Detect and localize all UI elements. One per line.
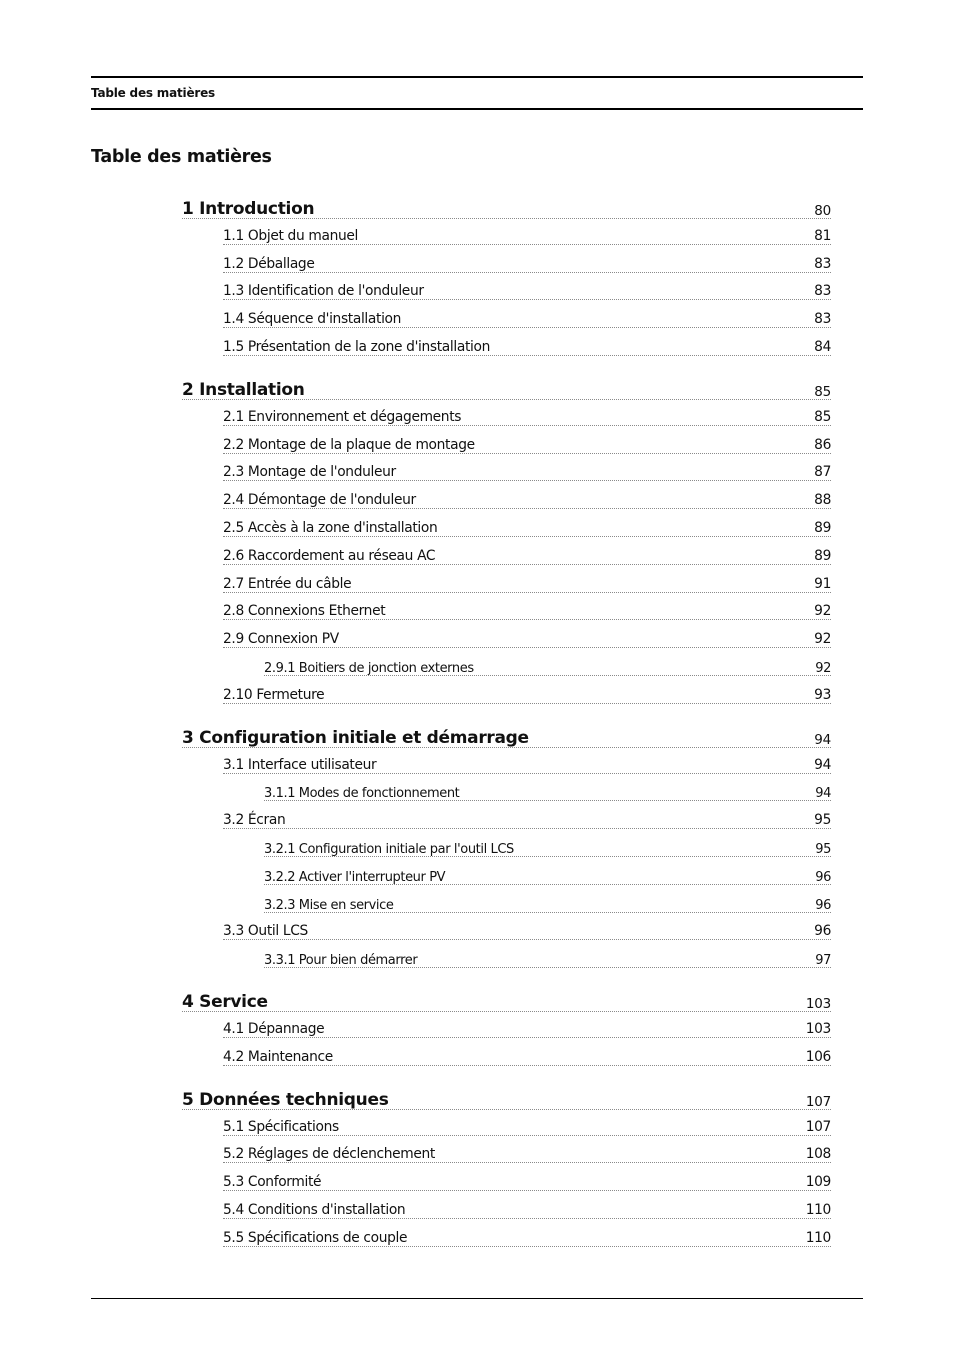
toc-section[interactable]: [223, 546, 831, 565]
toc-entry-title: 3.2.3 Mise en service: [264, 898, 394, 913]
toc-entry-title: 1.5 Présentation de la zone d'installation: [223, 339, 490, 356]
toc-entry-page: 109: [805, 1174, 831, 1191]
toc-entry-title: 5 Données techniques: [182, 1090, 389, 1110]
toc-entry-title: 2.6 Raccordement au réseau AC: [223, 548, 436, 565]
toc-entry-title: 2.5 Accès à la zone d'installation: [223, 520, 438, 537]
toc-section[interactable]: [223, 462, 831, 481]
toc-entry-page: 94: [814, 757, 831, 774]
toc-entry-title: 1 Introduction: [182, 199, 315, 219]
toc-entry-page: 92: [814, 603, 831, 620]
toc-entry-title: 1.1 Objet du manuel: [223, 228, 359, 245]
toc-entry-page: 92: [815, 661, 831, 676]
toc-entry-title: 3.3.1 Pour bien démarrer: [264, 953, 418, 968]
toc-section[interactable]: [223, 1144, 831, 1163]
toc-entry-page: 88: [814, 492, 831, 509]
toc-entry-page: 107: [805, 1119, 831, 1136]
toc-entry-page: 97: [815, 953, 831, 968]
toc-section[interactable]: [223, 810, 831, 829]
toc-section[interactable]: [223, 921, 831, 940]
toc-section[interactable]: [223, 1019, 831, 1038]
toc-section[interactable]: [223, 518, 831, 537]
toc-entry-page: 110: [805, 1202, 831, 1219]
toc-section[interactable]: [223, 254, 831, 273]
toc-section[interactable]: [223, 755, 831, 774]
toc-entry-page: 95: [815, 842, 831, 857]
toc-entry-title: 3.1 Interface utilisateur: [223, 757, 377, 774]
toc-section[interactable]: [223, 435, 831, 454]
toc-entry-page: 81: [814, 228, 831, 245]
toc-entry-page: 92: [814, 631, 831, 648]
toc-subsection[interactable]: [264, 894, 831, 913]
toc-entry-page: 94: [815, 786, 831, 801]
toc-subsection[interactable]: [264, 782, 831, 801]
toc-entry-title: 2.4 Démontage de l'onduleur: [223, 492, 416, 509]
toc-entry-title: 2.9 Connexion PV: [223, 631, 339, 648]
toc-entry-page: 80: [814, 202, 831, 219]
toc-entry-page: 103: [805, 995, 831, 1012]
toc-chapter[interactable]: [182, 727, 831, 748]
toc-section[interactable]: [223, 1172, 831, 1191]
toc-entry-page: 96: [815, 870, 831, 885]
toc-entry-title: 2.2 Montage de la plaque de montage: [223, 437, 475, 454]
toc-entry-title: 5.1 Spécifications: [223, 1119, 339, 1136]
footer-rule: [91, 1298, 863, 1299]
toc-entry-page: 89: [814, 520, 831, 537]
toc-entry-title: 3.2.1 Configuration initiale par l'outil LCS: [264, 842, 514, 857]
toc-section[interactable]: [223, 1117, 831, 1136]
toc-entry-page: 85: [814, 409, 831, 426]
toc-entry-page: 85: [814, 383, 831, 400]
toc-entry-title: 3 Configuration initiale et démarrage: [182, 728, 529, 748]
toc-section[interactable]: [223, 601, 831, 620]
toc-entry-title: 4 Service: [182, 992, 268, 1012]
toc-entry-page: 83: [814, 311, 831, 328]
toc-section[interactable]: [223, 490, 831, 509]
toc-subsection[interactable]: [264, 949, 831, 968]
toc-subsection[interactable]: [264, 838, 831, 857]
toc-subsection[interactable]: [264, 866, 831, 885]
toc-entry-title: 2.10 Fermeture: [223, 687, 325, 704]
toc-entry-title: 4.2 Maintenance: [223, 1049, 333, 1066]
toc-entry-page: 108: [805, 1146, 831, 1163]
toc-entry-page: 86: [814, 437, 831, 454]
toc-entry-title: 2 Installation: [182, 380, 305, 400]
toc-entry-title: 2.7 Entrée du câble: [223, 576, 352, 593]
toc-entry-page: 91: [814, 576, 831, 593]
toc-entry-page: 87: [814, 464, 831, 481]
toc-entry-page: 83: [814, 283, 831, 300]
toc-entry-title: 5.4 Conditions d'installation: [223, 1202, 406, 1219]
toc-entry-page: 96: [814, 923, 831, 940]
toc-entry-page: 95: [814, 812, 831, 829]
running-header-text: Table des matières: [91, 86, 215, 100]
toc-chapter[interactable]: [182, 198, 831, 219]
toc-entry-page: 89: [814, 548, 831, 565]
toc-section[interactable]: [223, 226, 831, 245]
toc-section[interactable]: [223, 1228, 831, 1247]
toc-section[interactable]: [223, 1047, 831, 1066]
toc-entry-title: 5.2 Réglages de déclenchement: [223, 1146, 435, 1163]
toc-section[interactable]: [223, 1200, 831, 1219]
toc-entry-title: 2.3 Montage de l'onduleur: [223, 464, 396, 481]
toc-section[interactable]: [223, 281, 831, 300]
toc-entry-title: 2.1 Environnement et dégagements: [223, 409, 462, 426]
toc-entry-title: 2.9.1 Boitiers de jonction externes: [264, 661, 474, 676]
toc-entry-page: 84: [814, 339, 831, 356]
toc-entry-title: 5.5 Spécifications de couple: [223, 1230, 408, 1247]
toc-section[interactable]: [223, 309, 831, 328]
toc-chapter[interactable]: [182, 379, 831, 400]
toc-chapter[interactable]: [182, 991, 831, 1012]
toc-section[interactable]: [223, 685, 831, 704]
toc-entry-page: 107: [805, 1093, 831, 1110]
toc-entry-page: 83: [814, 256, 831, 273]
toc-entry-title: 5.3 Conformité: [223, 1174, 322, 1191]
toc-entry-title: 1.3 Identification de l'onduleur: [223, 283, 424, 300]
toc-subsection[interactable]: [264, 657, 831, 676]
toc-entry-title: 2.8 Connexions Ethernet: [223, 603, 386, 620]
toc-entry-title: 1.4 Séquence d'installation: [223, 311, 402, 328]
toc-section[interactable]: [223, 337, 831, 356]
toc-entry-page: 96: [815, 898, 831, 913]
toc-entry-title: 3.2.2 Activer l'interrupteur PV: [264, 870, 446, 885]
toc-entry-page: 94: [814, 731, 831, 748]
toc-entry-title: 3.3 Outil LCS: [223, 923, 308, 940]
toc-entry-title: 3.1.1 Modes de fonctionnement: [264, 786, 460, 801]
toc-entry-page: 93: [814, 687, 831, 704]
toc-section[interactable]: [223, 574, 831, 593]
toc-entry-page: 106: [805, 1049, 831, 1066]
toc-entry-page: 103: [805, 1021, 831, 1038]
toc-entry-title: 4.1 Dépannage: [223, 1021, 325, 1038]
toc-entry-title: 1.2 Déballage: [223, 256, 315, 273]
toc-section[interactable]: [223, 629, 831, 648]
page-title: Table des matières: [91, 147, 272, 167]
toc-chapter[interactable]: [182, 1089, 831, 1110]
toc-section[interactable]: [223, 407, 831, 426]
toc-entry-title: 3.2 Écran: [223, 812, 286, 829]
toc-entry-page: 110: [805, 1230, 831, 1247]
